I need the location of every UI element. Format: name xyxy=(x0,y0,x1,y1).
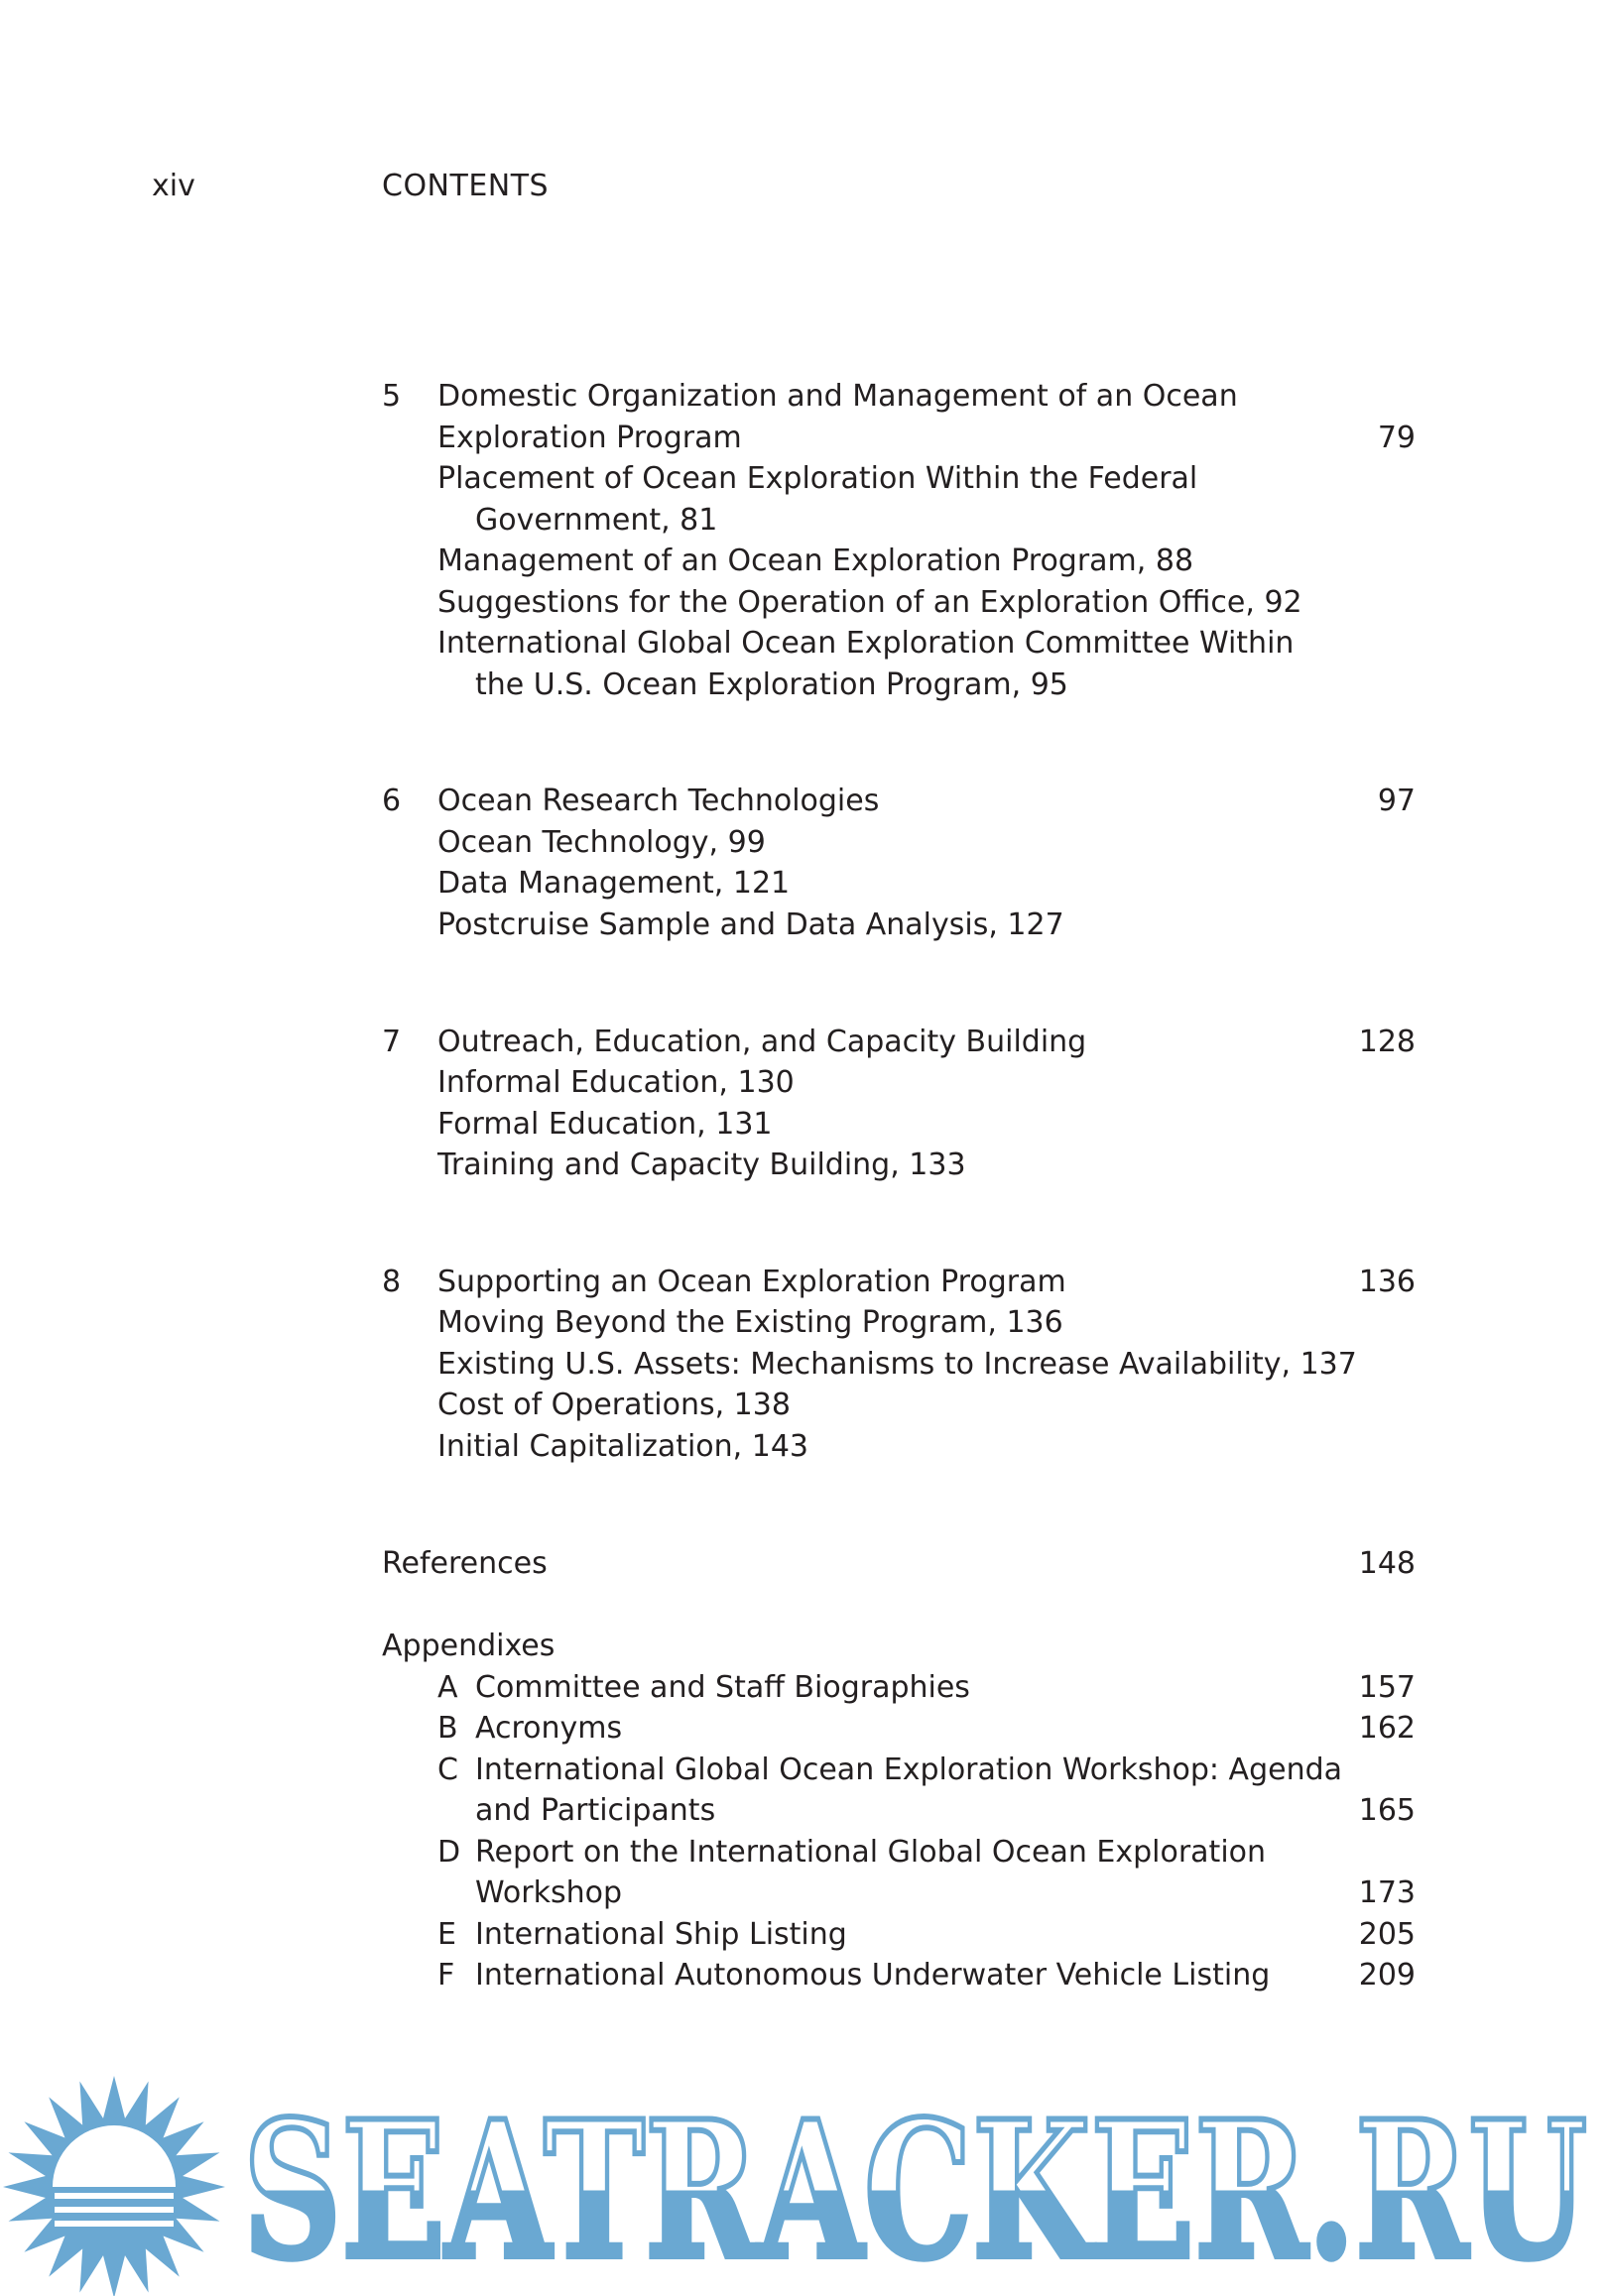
watermark xyxy=(0,2053,1607,2296)
references-page: 148 xyxy=(1358,1545,1416,1581)
appendix-page: 165 xyxy=(1358,1793,1416,1829)
section-entry: Placement of Ocean Exploration Within the Federal xyxy=(437,461,1198,496)
appendix-letter: D xyxy=(437,1834,461,1870)
section-entry: Data Management, 121 xyxy=(437,866,791,902)
chapter-title: Exploration Program xyxy=(437,420,742,455)
section-entry: Cost of Operations, 138 xyxy=(437,1388,791,1423)
appendix-title: Workshop xyxy=(475,1875,623,1911)
section-entry: Informal Education, 130 xyxy=(437,1065,795,1101)
appendix-letter: A xyxy=(437,1669,458,1705)
chapter-number: 6 xyxy=(382,784,402,819)
section-entry: Moving Beyond the Existing Program, 136 xyxy=(437,1305,1063,1341)
section-entry: Initial Capitalization, 143 xyxy=(437,1428,809,1464)
section-entry: Government, 81 xyxy=(475,502,718,538)
page-title: CONTENTS xyxy=(382,169,550,203)
section-entry: Postcruise Sample and Data Analysis, 127 xyxy=(437,906,1064,942)
sun-water-line xyxy=(55,2207,174,2213)
appendix-page: 162 xyxy=(1358,1711,1416,1747)
appendixes-label: Appendixes xyxy=(382,1629,556,1664)
section-entry: Suggestions for the Operation of an Exploration Office, 92 xyxy=(437,584,1302,620)
appendix-title: Report on the International Global Ocean Exploration xyxy=(475,1834,1267,1870)
watermark-text: SEATRACKER.RU xyxy=(243,2080,1587,2296)
appendix-page: 173 xyxy=(1358,1875,1416,1911)
section-entry: Formal Education, 131 xyxy=(437,1106,773,1142)
appendix-letter: E xyxy=(437,1916,456,1952)
chapter-number: 5 xyxy=(382,379,402,414)
chapter-number: 7 xyxy=(382,1024,402,1059)
chapter-page: 136 xyxy=(1358,1264,1416,1299)
page-number: xiv xyxy=(152,169,195,203)
appendix-letter: F xyxy=(437,1958,455,1994)
chapter-page: 128 xyxy=(1358,1024,1416,1059)
section-entry: Existing U.S. Assets: Mechanisms to Increase Availability, 137 xyxy=(437,1346,1357,1382)
appendix-letter: C xyxy=(437,1752,458,1787)
section-entry: International Global Ocean Exploration Committee Within xyxy=(437,626,1295,661)
appendix-title: Acronyms xyxy=(475,1711,623,1747)
section-entry: Ocean Technology, 99 xyxy=(437,824,766,860)
chapter-title: Domestic Organization and Management of an Ocean xyxy=(437,379,1238,414)
appendix-title: International Autonomous Underwater Vehicle Listing xyxy=(475,1958,1271,1994)
chapter-title: Supporting an Ocean Exploration Program xyxy=(437,1264,1066,1299)
appendix-page: 209 xyxy=(1358,1958,1416,1994)
appendix-title: International Global Ocean Exploration Workshop: Agenda xyxy=(475,1752,1343,1787)
appendix-title: and Participants xyxy=(475,1793,716,1829)
sun-icon xyxy=(3,2076,225,2296)
section-entry: Training and Capacity Building, 133 xyxy=(437,1148,966,1183)
chapter-number: 8 xyxy=(382,1264,402,1299)
references-label: References xyxy=(382,1545,548,1581)
chapter-title: Ocean Research Technologies xyxy=(437,784,880,819)
chapter-page: 97 xyxy=(1377,784,1416,819)
chapter-title: Outreach, Education, and Capacity Building xyxy=(437,1024,1087,1059)
appendix-title: International Ship Listing xyxy=(475,1916,847,1952)
chapter-page: 79 xyxy=(1377,420,1416,455)
appendix-page: 205 xyxy=(1358,1916,1416,1952)
sun-water-line xyxy=(55,2221,174,2227)
appendix-letter: B xyxy=(437,1711,458,1747)
appendix-title: Committee and Staff Biographies xyxy=(475,1669,970,1705)
section-entry: the U.S. Ocean Exploration Program, 95 xyxy=(475,666,1068,702)
section-entry: Management of an Ocean Exploration Program, 88 xyxy=(437,544,1194,578)
appendix-page: 157 xyxy=(1358,1669,1416,1705)
sun-water-line xyxy=(55,2193,174,2199)
